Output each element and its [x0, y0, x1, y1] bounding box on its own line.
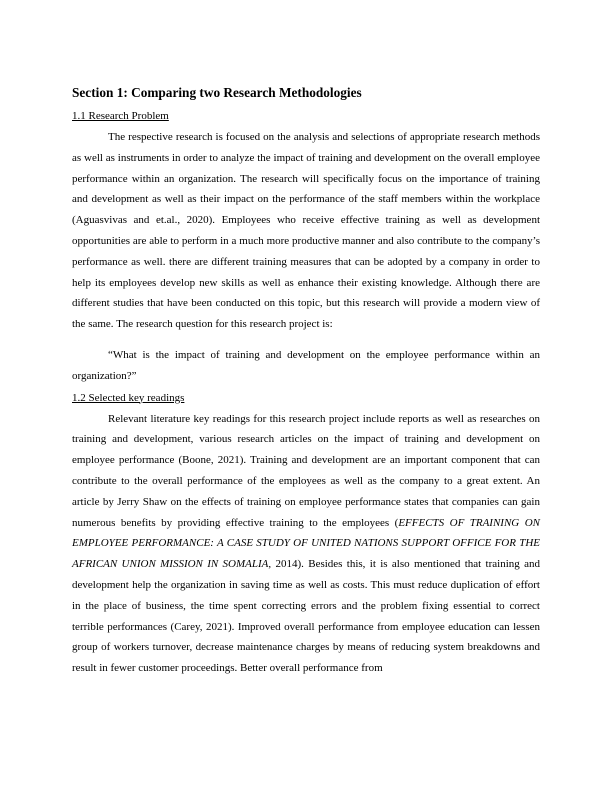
- paragraph-research-problem: The respective research is focused on the analysis and selections of appropriate research methods as well as instruments in order to analyze the impact of training and development on the overall employee performance within an organization. The research will specifically focus on the importance of training and development as well as their impact on the performance of the staff members within the workplace (Aguasvivas and et.al., 2020). Employees who receive effective training as well as development opportunities are able to perform in a much more productive manner and also contribute to the company’s performance as well. there are different training measures that can be adopted by a company in order to help its employees develop new skills as well as enhance their existing knowledge. Although there are different studies that have been conducted on this topic, but this research will provide a modern view of the same. The research question for this research project is:: [72, 131, 540, 331]
- subheading-key-readings-text: 1.2 Selected key readings: [72, 391, 185, 404]
- subheading-research-problem: 1.1 Research Problem: [72, 110, 169, 122]
- document-page: [72, 84, 540, 679]
- section-title: Section 1: Comparing two Research Methodologies: [72, 85, 362, 100]
- paragraph-key-readings-part-2: 2014). Besides this, it is also mentioned that training and development help the organization in saving time as well as costs. This must reduce duplication of effort in the place of business, the time spent correcting errors and the problem fixing essential to correct terrible performances (Carey, 2021). Improved overall performance from employee education can lessen group of workers turnover, decrease maintenance charges by means of reducing system breakdowns and result in fewer customer proceedings. Better overall performance from: [72, 558, 540, 675]
- paragraph-key-readings: [72, 409, 540, 679]
- subheading-key-readings: [72, 391, 540, 405]
- research-question-quote: “What is the impact of training and development on the employee performance within an organization?”: [72, 348, 540, 382]
- paragraph-key-readings-part-1: Relevant literature key readings for this research project include reports as well as researches on training and development, various research articles on the impact of training and development on employee performance (Boone, 2021). Training and development are an important component that can contribute to the overall performance of the employees as well as the company to a great extent. An article by Jerry Shaw on the effects of training on employee performance states that companies can gain numerous benefits by providing effective training to the employees (: [72, 412, 540, 529]
- cited-article-title: EFFECTS OF TRAINING ON EMPLOYEE PERFORMANCE: A CASE STUDY OF UNITED NATIONS SUPPORT OFFICE FOR THE AFRICAN UNION MISSION IN SOMALIA,: [72, 516, 540, 571]
